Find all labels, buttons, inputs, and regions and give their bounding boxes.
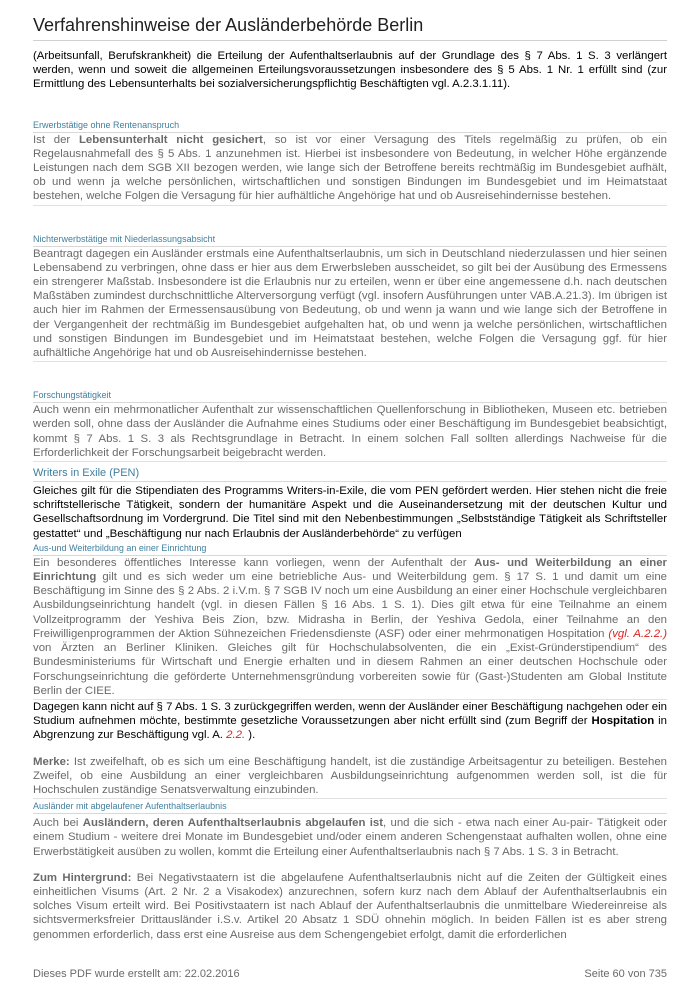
document-page	[33, 0, 667, 942]
cross-reference-link[interactable]: 2.2.	[226, 729, 246, 742]
section-abgelaufene-aufenthaltserlaubnis	[33, 801, 667, 942]
section-heading: Writers in Exile (PEN)	[33, 466, 667, 482]
section-forschung	[33, 390, 667, 462]
hintergrund-paragraph: Zum Hintergrund: Bei Negativstaatern ist die abgelaufene Aufenthaltserlaubnis nicht auf die Zeiten der Gültigkeit eines einheitlichen Visums (Art. 2 Nr. 2 a Visakodex) anzurechnen, sofern kurz nach dem Ablauf der Aufenthaltserlaubnis ein solches Visum erteilt wird. Bei Positivstaatern ist nach Ablauf der Aufenthaltserlaubnis die unmittelbare Wiedereinreise als sichtsvermerksfreier Drittausländer i.S.v. Artikel 20 Absatz 1 SDÜ ohnehin möglich. In beiden Fällen ist es aber streng genommen erforderlich, dass erst eine Ausreise aus dem Schengengebiet erfolgt, damit die erforderlichen	[33, 871, 667, 941]
section-ausbildung	[33, 543, 667, 799]
section-heading: Forschungstätigkeit	[33, 390, 667, 403]
section-nichterwerbstaetige	[33, 234, 667, 363]
section-erwerbstaetige	[33, 120, 667, 206]
section-body	[33, 247, 667, 363]
section-heading: Erwerbstätige ohne Rentenanspruch	[33, 120, 667, 133]
section-heading: Ausländer mit abgelaufener Aufenthaltserlaubnis	[33, 801, 667, 814]
cross-reference-link[interactable]: (vgl. A.2.2.)	[608, 627, 667, 640]
section-heading: Nichterwerbstätige mit Niederlassungsabsicht	[33, 234, 667, 247]
intro-paragraph: (Arbeitsunfall, Berufskrankheit) die Erteilung der Aufenthaltserlaubnis auf der Grundlage des § 7 Abs. 1 S. 3 verlängert werden, wenn und soweit die allgemeinen Erteilungsvoraussetzungen insbesondere des § 5 Abs. 1 Nr. 1 erfüllt sind (zur Ermittlung des Lebensunterhalts bei sozialversicherungspflichtig Beschäftigten vgl. A.2.3.1.11).	[33, 50, 667, 91]
merke-note	[33, 755, 667, 800]
page-footer	[33, 968, 667, 980]
footer-created-date: Dieses PDF wurde erstellt am: 22.02.2016	[33, 968, 240, 980]
section-body	[33, 133, 667, 206]
merke-paragraph: Merke: Ist zweifelhaft, ob es sich um eine Beschäftigung handelt, ist die zuständige Arbeitsagentur zu beteiligen. Bestehen Zweifel, ob eine Ausbildung an einer vergleichbaren Ausbildungseinrichtung aufgenommen werden soll, ist die für Hochschulen zuständige Senatsverwaltung einzubinden.	[33, 755, 667, 796]
section-writers-in-exile	[33, 466, 667, 541]
section-paragraph: Dagegen kann nicht auf § 7 Abs. 1 S. 3 zurückgegriffen werden, wenn der Ausländer einer Beschäftigung nachgehen oder ein Studium aufnehmen möchte, bestimmte gesetzliche Voraussetzungen aber nicht erfüllt sind (zum Begriff der Hospitation in Abgrenzung zur Beschäftigung vgl. A. 2.2. ).	[33, 700, 668, 742]
footer-page-number: Seite 60 von 735	[584, 968, 667, 980]
section-paragraph: Auch wenn ein mehrmonatlicher Aufenthalt zur wissenschaftlichen Quellenforschung in Bibliotheken, Museen etc. betrieben werden soll, ohne dass der Ausländer die Aufnahme eines Studiums oder einer Beschäftigung im Bundesgebiet beabsichtigt, kommt § 7 Abs. 1 S. 3 als Rechtsgrundlage in Betracht. In einem solchen Fall sollten allerdings Nachweise für die Erforderlichkeit der Forschungsarbeit beigebracht werden.	[33, 404, 667, 459]
section-paragraph: Gleiches gilt für die Stipendiaten des Programms Writers-in-Exile, die vom PEN gefördert werden. Hier stehen nicht die freie schriftstellerische Tätigkeit, sondern der humanitäre Aspekt und die Auseinandersetzung mit der deutschen Kultur und Gesellschaftsordnung im Vordergrund. Die Titel sind mit den Nebenbestimmungen „Selbstständige Tätigkeit als Schriftsteller gestattet“ und „Beschäftigung nur nach Erlaubnis der Ausländerbehörde“ zu verfügen	[33, 485, 667, 540]
section-paragraph: Auch bei Ausländern, deren Aufenthaltserlaubnis abgelaufen ist, und die sich - etwa nach einer Au-pair- Tätigkeit oder einem Studium - weitere drei Monate im Bundesgebiet und/oder einem anderen Schengenstaat aufhalten wollen, ohne eine Erwerbstätigkeit ausüben zu wollen, kommt die Erteilung einer Aufenthaltserlaubnis nach § 7 Abs. 1 S. 3 in Betracht.	[33, 817, 667, 858]
page-title: Verfahrenshinweise der Ausländerbehörde Berlin	[33, 14, 667, 41]
section-body	[33, 556, 667, 700]
section-paragraph: Beantragt dagegen ein Ausländer erstmals eine Aufenthaltserlaubnis, um sich in Deutschland niederzulassen und hier seinen Lebensabend zu verbringen, ohne dass er hier aus dem Erwerbsleben ausscheidet, so gilt bei der Ausübung des Ermessens ein strengerer Maßstab. Insbesondere ist die Erlaubnis nur zu erteilen, wenn er über eine angemessene d.h. nach deutschen Maßstäben zumindest durchschnittliche Alterversorgung verfügt (vgl. insofern Ausführungen unter VAB.A.21.3). Im übrigen ist auch hier im Rahmen der Ermessensausübung von Bedeutung, ob und wenn ja wann und wie lange sich der Betroffene in der Vergangenheit der rechtmäßig im Bundesgebiet aufgehalten hat, ob und wenn ja welche persönlichen, wirtschaftlichen und sonstigen Bindungen im Bundesgebiet und im Heimatstaat bestehen, welche Folgen die Versagung ggf. für hier aufhältliche Angehörige hat und ob Ausreisehindernisse bestehen.	[33, 247, 667, 360]
section-paragraph: Ein besonderes öffentliches Interesse kann vorliegen, wenn der Aufenthalt der Aus- und Weiterbildung an einer Einrichtung gilt und es sich weder um eine betriebliche Aus- und Weiterbildung gem. § 17 S. 1 und damit um eine Beschäftigung im Sinne des § 2 Abs. 2 i.V.m. § 7 SGB IV noch um eine Ausbildung an einer einer Hochschule vergleichbaren Ausbildungseinrichtung handelt (vgl. in diesen Fällen § 16 Abs. 1 S. 1). Dies gilt etwa für eine Teilnahme an einem Vollzeitprogramm der Yeshiva Beis Zion, bzw. Midrasha in Berlin, der Yeshiva Gedola, einer Teilnahme an den Freiwilligenprogrammen der Aktion Sühnezeichen Friedensdienste (ASF) oder einer mehrmonatigen Hospitation (vgl. A.2.2.) von Ärzten an Berliner Kliniken. Gleiches gilt für Hochschulabsolventen, die ein „Exist-Gründerstipendium“ des Bundesministeriums für Wirtschaft und Energie erhalten und in diesem Rahmen an einer deutschen Hochschule oder Forschungseinrichtung die geförderte Unternehmensgründung vorbereiten sowie für (Gast-)Studenten am Global Institute Berlin der CIEE.	[33, 556, 667, 697]
section-body	[33, 403, 667, 462]
section-paragraph: Ist der Lebensunterhalt nicht gesichert, so ist vor einer Versagung des Titels regelmäßig zu prüfen, ob ein Regelausnahmefall des § 5 Abs. 1 anzunehmen ist. Hierbei ist insbesondere von Bedeutung, in welcher Höhe ergänzende Leistungen nach dem SGB XII bezogen werden, wie lange sich der Betroffene bereits rechtmäßig im Bundesgebiet aufhält, ob und wenn ja welche persönlichen, wirtschaftlichen und sonstigen Bindungen im Bundesgebiet und im Heimatstaat bestehen, welche Folgen die Versagung für hier aufhältliche Angehörige hat und ob Ausreisehindernisse bestehen.	[33, 133, 667, 203]
section-heading: Aus-und Weiterbildung an einer Einrichtung	[33, 543, 667, 556]
